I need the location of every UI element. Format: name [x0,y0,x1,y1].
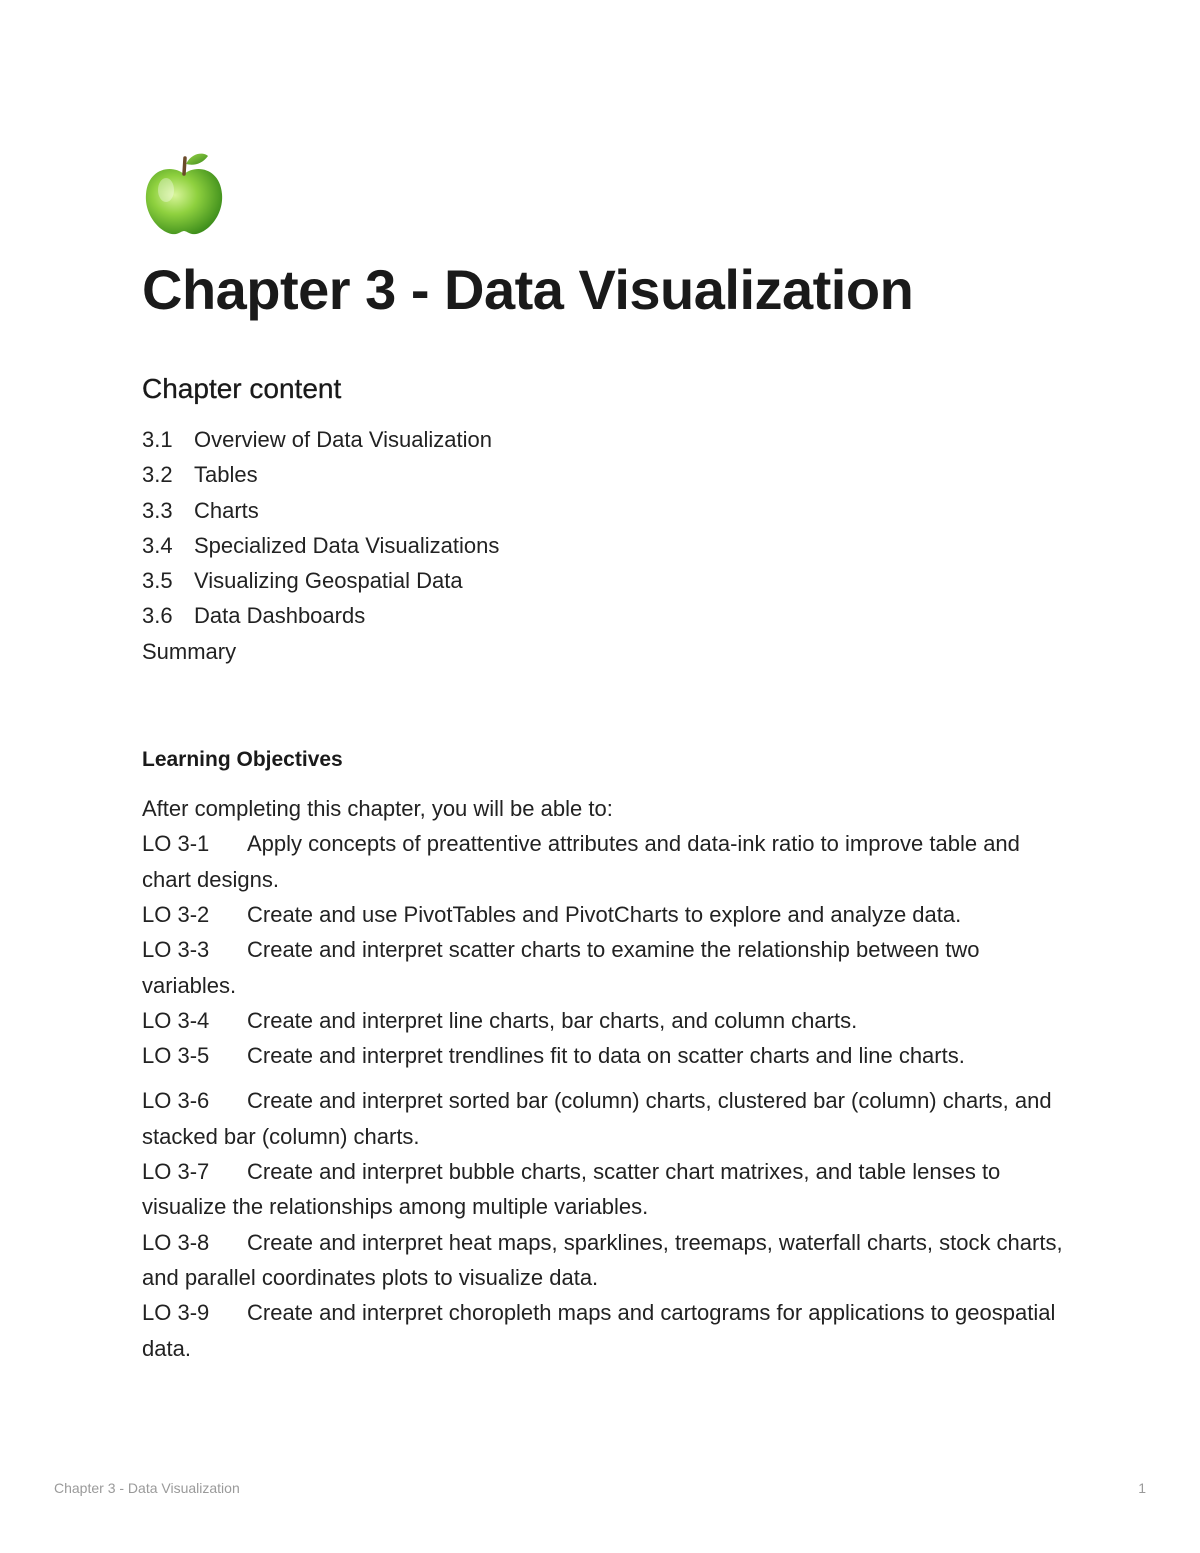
item-number: 3.1 [142,427,173,452]
objective-text: Create and use PivotTables and PivotCharts to explore and analyze data. [247,901,962,927]
objective-code: LO 3-9 [142,1300,210,1326]
objective-code: LO 3-7 [142,1159,210,1185]
objective-code: LO 3-8 [142,1229,210,1255]
learning-objectives-list [142,826,1072,1365]
item-label: Charts [194,497,259,523]
summary-label: Summary [142,638,237,664]
item-label: Specialized Data Visualizations [194,532,500,558]
page-number: 1 [1138,1480,1146,1496]
item-number: 3.5 [142,568,173,594]
item-number: 3.6 [142,603,173,629]
objective-item [142,1003,1072,1038]
objective-text: Apply concepts of preattentive attributes and data-ink ratio to improve table and chart designs. [142,831,1020,892]
objective-code: LO 3-2 [142,901,210,927]
objective-text: Create and interpret bubble charts, scatter chart matrixes, and table lenses to visualize the relationships among multiple variables. [142,1159,1001,1220]
item-label: Data Dashboards [194,603,366,629]
objective-item [142,1154,1072,1225]
objective-item [142,1083,1072,1154]
objective-text: Create and interpret scatter charts to examine the relationship between two variables. [142,937,980,998]
list-item [142,598,1072,633]
objective-text: Create and interpret heat maps, sparklines, treemaps, waterfall charts, stock charts, and parallel coordinates plots to visualize data. [142,1229,1063,1290]
item-label: Tables [194,462,258,488]
item-label: Overview of Data Visualization [194,427,492,452]
learning-objectives-heading: Learning Objectives [142,748,343,772]
chapter-content-list [142,422,1072,669]
list-item [142,563,1072,598]
summary-item [142,634,1072,669]
item-number: 3.2 [142,462,173,488]
green-apple-icon [142,150,226,238]
objectives-intro: After completing this chapter, you will be able to: [142,796,613,822]
item-label: Visualizing Geospatial Data [194,568,463,594]
objective-item [142,932,1072,1003]
list-item [142,528,1072,563]
objective-text: Create and interpret trendlines fit to data on scatter charts and line charts. [247,1043,965,1069]
page-title: Chapter 3 - Data Visualization [142,258,914,321]
objective-code: LO 3-1 [142,831,210,857]
footer-title: Chapter 3 - Data Visualization [54,1480,240,1496]
item-number: 3.4 [142,532,173,558]
objective-code: LO 3-3 [142,937,210,963]
objective-text: Create and interpret line charts, bar charts, and column charts. [247,1007,858,1033]
chapter-content-heading: Chapter content [142,373,342,404]
objective-item [142,1038,1072,1073]
objective-code: LO 3-6 [142,1088,210,1114]
objective-item [142,826,1072,897]
objective-code: LO 3-4 [142,1007,210,1033]
objective-text: Create and interpret sorted bar (column) charts, clustered bar (column) charts, and stacked bar (column) charts. [142,1088,1052,1149]
objective-code: LO 3-5 [142,1043,210,1069]
list-item [142,457,1072,492]
objective-item [142,1295,1072,1366]
objective-item [142,1225,1072,1296]
list-item [142,493,1072,528]
list-item [142,422,1072,457]
objective-item [142,897,1072,932]
item-number: 3.3 [142,497,173,523]
objective-text: Create and interpret choropleth maps and cartograms for applications to geospatial data. [142,1300,1056,1361]
document-page [142,150,1072,1366]
